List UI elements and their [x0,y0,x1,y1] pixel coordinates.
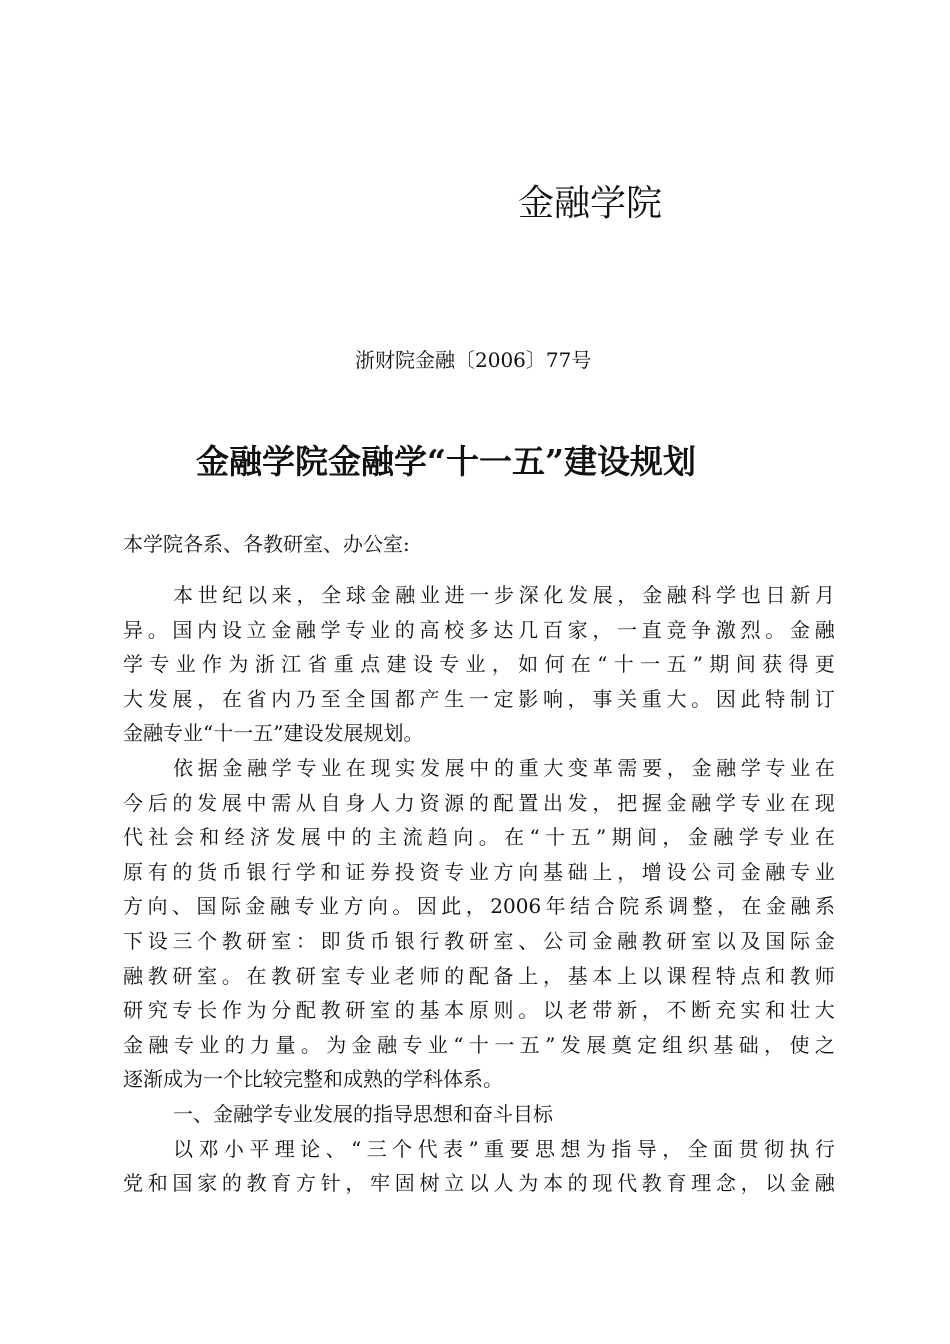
salutation: 本学院各系、各教研室、办公室: [123,532,410,556]
body-line: 学 专 业 作 为 浙 江 省 重 点 建 设 专 业 ， 如 何 在 “ 十 一 五 ” 期 间 获 得 更 [123,652,835,677]
section-heading: 一 、 金 融 学 专 业 发 展 的 指 导 思 想 和 奋 斗 目 标 [173,1101,553,1126]
document-number: 浙财院金融〔2006〕77号 [355,348,592,372]
org-name: 金融学院 [518,183,663,224]
body-text [123,578,835,1201]
body-line: 金 融 专 业 “ 十 一 五 ” 建 设 发 展 规 划 。 [123,721,424,746]
body-line: 逐 渐 成 为 一 个 比 较 完 整 和 成 熟 的 学 科 体 系 。 [123,1067,503,1092]
body-line: 本 世 纪 以 来 ， 全 球 金 融 业 进 一 步 深 化 发 展 ， 金 融 科 学 也 日 新 月 [173,583,835,607]
body-line: 异 。 国 内 设 立 金 融 学 专 业 的 高 校 多 达 几 百 家 ， 一 直 竞 争 激 烈 。 金 融 [123,617,835,642]
body-line: 金 融 专 业 的 力 量 。 为 金 融 专 业 “ 十 一 五 ” 发 展 奠 定 组 织 基 础 ， 使 之 [123,1032,835,1057]
body-line: 党 和 国 家 的 教 育 方 针 ， 牢 固 树 立 以 人 为 本 的 现 代 教 育 理 念 ， 以 金 融 [123,1171,835,1196]
body-line: 代 社 会 和 经 济 发 展 中 的 主 流 趋 向 。 在 “ 十 五 ” 期 间 ， 金 融 学 专 业 在 [123,825,835,850]
body-line: 依 据 金 融 学 专 业 在 现 实 发 展 中 的 重 大 变 革 需 要 ， 金 融 学 专 业 在 [173,755,835,780]
body-line: 原 有 的 货 币 银 行 学 和 证 券 投 资 专 业 方 向 基 础 上 ， 增 设 公 司 金 融 专 业 [123,859,835,884]
body-line: 大 发 展 ， 在 省 内 乃 至 全 国 都 产 生 一 定 影 响 ， 事 关 重 大 。 因 此 特 制 订 [123,686,835,711]
body-line: 融 教 研 室 。 在 教 研 室 专 业 老 师 的 配 备 上 ， 基 本 上 以 课 程 特 点 和 教 师 [123,963,835,988]
body-line: 方 向 、 国 际 金 融 专 业 方 向 。 因 此 ， 2006 年 结 合 院 系 调 整 ， 在 金 融 系 [123,894,835,919]
body-line: 今 后 的 发 展 中 需 从 自 身 人 力 资 源 的 配 置 出 发 ， 把 握 金 融 学 专 业 在 现 [123,790,835,815]
body-line: 以 邓 小 平 理 论 、 “ 三 个 代 表 ” 重 要 思 想 为 指 导 ， 全 面 贯 彻 执 行 [173,1136,835,1161]
document-title: 金融学院金融学“十一五”建设规划 [196,442,696,481]
body-line: 下 设 三 个 教 研 室 ： 即 货 币 银 行 教 研 室 、 公 司 金 融 教 研 室 以 及 国 际 金 [123,928,835,953]
body-line: 研 究 专 长 作 为 分 配 教 研 室 的 基 本 原 则 。 以 老 带 新 ， 不 断 充 实 和 壮 大 [123,998,835,1023]
